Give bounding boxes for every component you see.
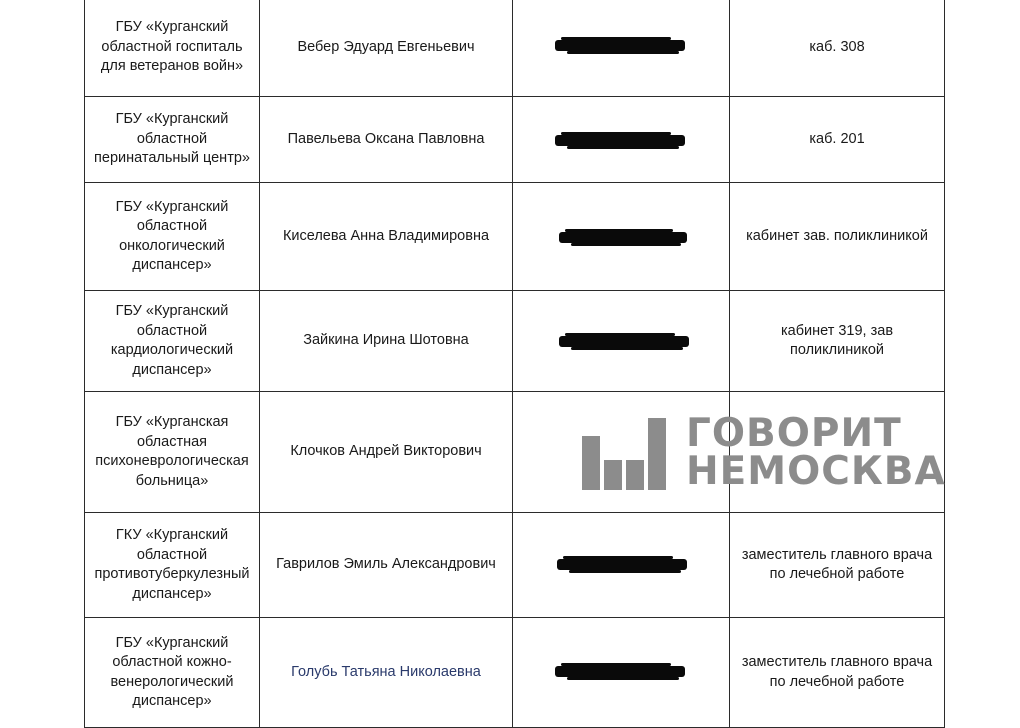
place-text: заместитель главного врача по лечебной работе (741, 546, 933, 582)
phone-cell (513, 513, 730, 618)
person-name: Вебер Эдуард Евгеньевич (297, 38, 475, 55)
redacted-phone (559, 232, 687, 243)
person-cell (260, 0, 513, 97)
place-cell (730, 97, 945, 183)
org-name: ГБУ «Курганский областной госпиталь для ветеранов войн» (100, 19, 244, 75)
org-name: ГБУ «Курганский областной кожно- венерологический диспансер» (110, 634, 234, 709)
redacted-phone (559, 336, 689, 347)
person-cell (260, 392, 513, 513)
person-name: Клочков Андрей Викторович (290, 443, 482, 460)
watermark-line-1: ГОВОРИТ (686, 411, 902, 456)
table-row (85, 97, 945, 183)
org-cell (85, 97, 260, 183)
place-text: кабинет зав. поликлиникой (746, 227, 928, 244)
redacted-phone (555, 666, 685, 677)
place-cell (730, 618, 945, 728)
table-row (85, 291, 945, 392)
person-name: Киселева Анна Владимировна (282, 227, 490, 244)
place-text: каб. 201 (809, 130, 865, 147)
org-name: ГБУ «Курганский областной перинатальный центр» (94, 111, 250, 167)
person-name: Гаврилов Эмиль Александрович (276, 556, 496, 573)
table-row (85, 513, 945, 618)
person-name: Голубь Татьяна Николаевна (291, 663, 481, 680)
contacts-table (84, 0, 945, 728)
redacted-phone (555, 40, 685, 51)
org-cell (85, 513, 260, 618)
place-cell (730, 291, 945, 392)
place-text: кабинет 319, зав поликлиникой (780, 322, 894, 358)
table-row (85, 183, 945, 291)
org-cell (85, 0, 260, 97)
org-name: ГКУ «Курганский областной противотуберкулезный диспансер» (94, 527, 250, 602)
phone-cell (513, 291, 730, 392)
place-text: каб. 308 (809, 38, 865, 55)
phone-cell (513, 618, 730, 728)
phone-cell (513, 0, 730, 97)
place-cell (730, 513, 945, 618)
redacted-phone (555, 135, 685, 146)
org-cell (85, 291, 260, 392)
place-cell (730, 183, 945, 291)
org-cell (85, 392, 260, 513)
person-cell (260, 618, 513, 728)
org-cell (85, 618, 260, 728)
person-name: Зайкина Ирина Шотовна (303, 332, 469, 349)
org-name: ГБУ «Курганская областная психоневрологическая больница» (95, 414, 249, 489)
place-text: заместитель главного врача по лечебной работе (741, 654, 933, 690)
person-cell (260, 291, 513, 392)
org-name: ГБУ «Курганский областной онкологический диспансер» (115, 198, 229, 273)
person-name: Павельева Оксана Павловна (287, 130, 485, 147)
person-cell (260, 183, 513, 291)
table-row (85, 0, 945, 97)
watermark-logo-icon (582, 418, 666, 490)
org-cell (85, 183, 260, 291)
place-cell (730, 0, 945, 97)
phone-cell (513, 183, 730, 291)
person-cell (260, 97, 513, 183)
watermark-line-2: НЕМОСКВА (686, 449, 946, 494)
org-name: ГБУ «Курганский областной кардиологический диспансер» (110, 303, 234, 378)
phone-cell (513, 97, 730, 183)
watermark (582, 411, 946, 494)
person-cell (260, 513, 513, 618)
redacted-phone (557, 559, 687, 570)
table-row (85, 618, 945, 728)
